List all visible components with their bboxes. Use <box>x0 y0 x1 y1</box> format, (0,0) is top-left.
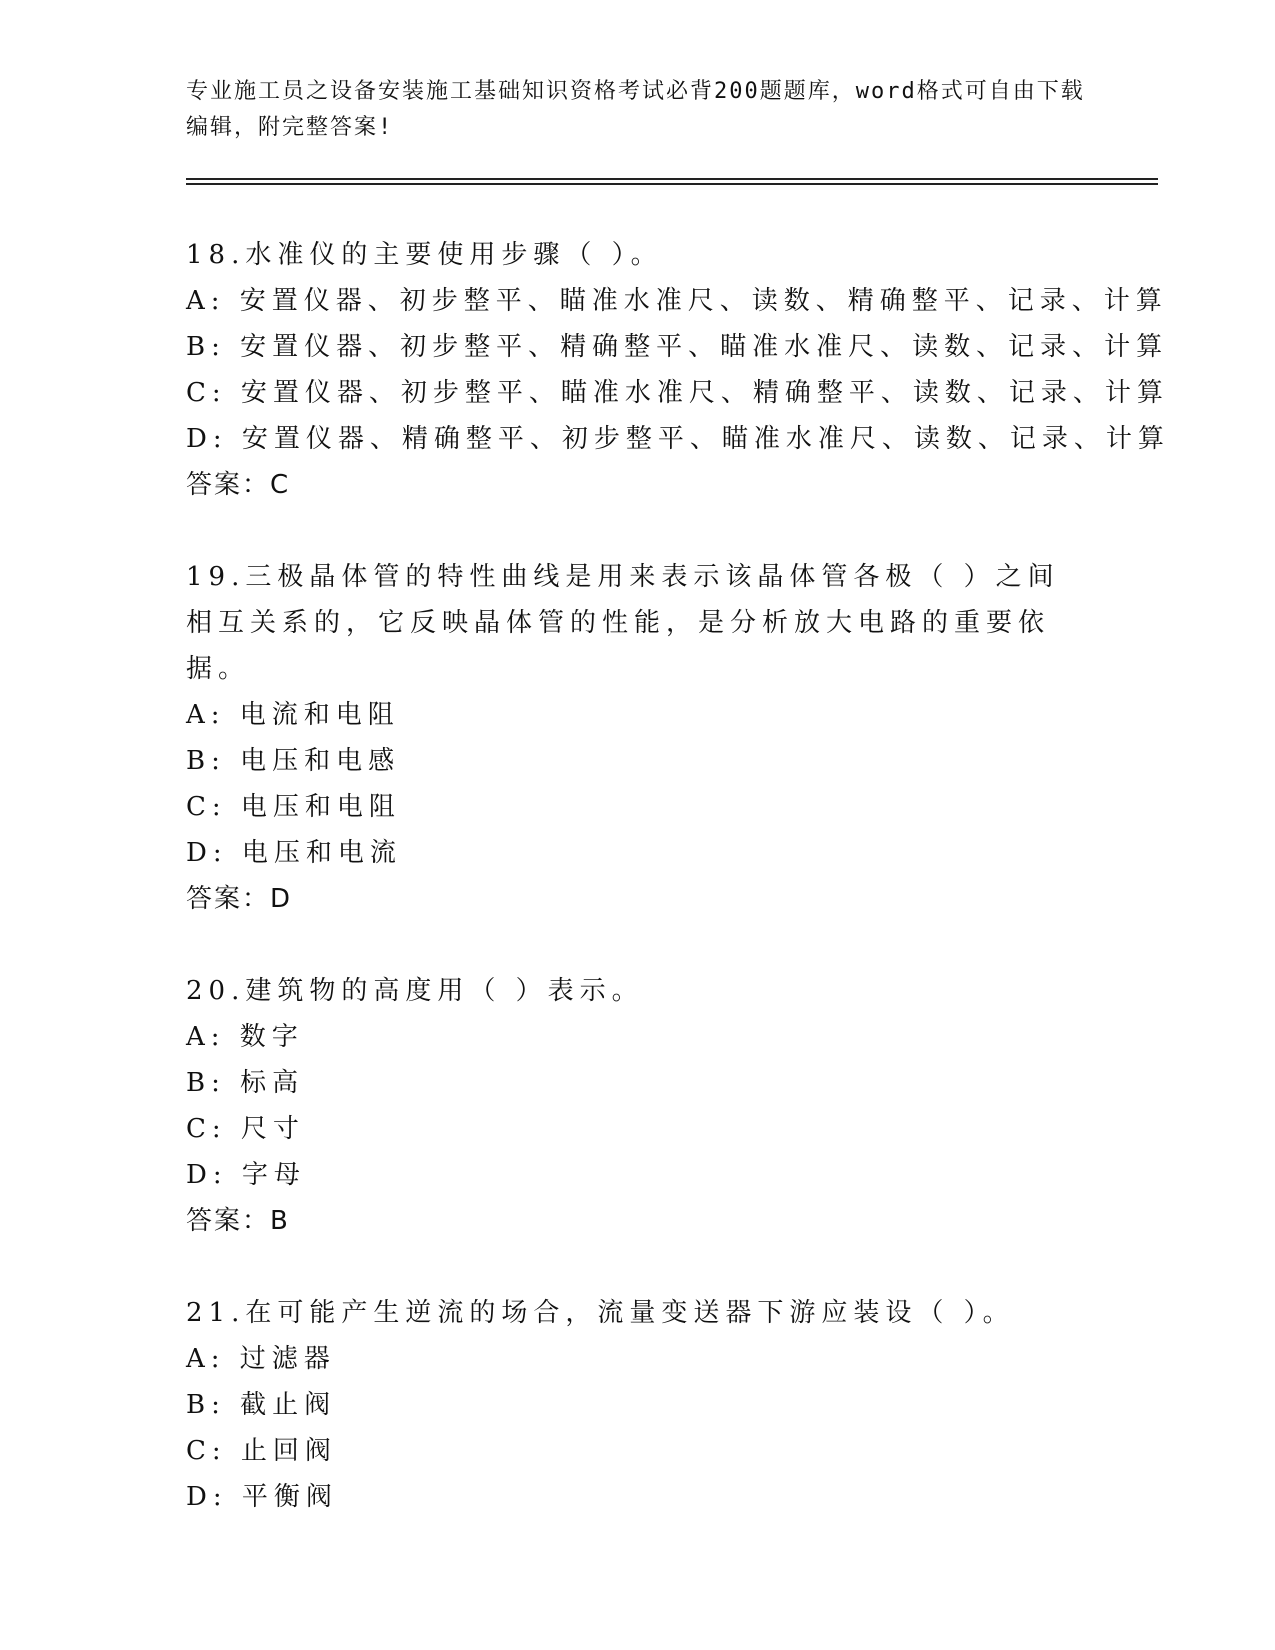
question-text: 19.三极晶体管的特性曲线是用来表示该晶体管各极（ ）之间相互关系的，它反映晶体管的性能，是分析放大电路的重要依据。 <box>186 562 1060 684</box>
option-d: D: 平衡阀 <box>186 1482 338 1512</box>
option-b: B: 标高 <box>186 1068 305 1098</box>
document-title: 专业施工员之设备安装施工基础知识资格考试必背200题题库，word格式可自由下载编辑，附完整答案! <box>186 79 1085 140</box>
question-21 <box>186 1290 1086 1520</box>
question-19 <box>186 554 1086 922</box>
answer-line: 答案：B <box>186 1206 290 1236</box>
header-divider-bottom <box>186 183 1158 185</box>
header-divider-top <box>186 178 1158 180</box>
option-d: D: 安置仪器、精确整平、初步整平、瞄准水准尺、读数、记录、计算 <box>186 424 1170 454</box>
option-d: D: 字母 <box>186 1160 306 1190</box>
answer-line: 答案：C <box>186 470 291 500</box>
answer-line: 答案：D <box>186 884 293 914</box>
option-a: A: 过滤器 <box>186 1344 336 1374</box>
option-c: C: 电压和电阻 <box>186 792 401 822</box>
option-b: B: 截止阀 <box>186 1390 337 1420</box>
question-text: 18.水准仪的主要使用步骤（ ）。 <box>186 240 663 270</box>
option-b: B: 电压和电感 <box>186 746 401 776</box>
option-c: C: 安置仪器、初步整平、瞄准水准尺、精确整平、读数、记录、计算 <box>186 378 1169 408</box>
option-b: B: 安置仪器、初步整平、精确整平、瞄准水准尺、读数、记录、计算 <box>186 332 1169 362</box>
question-20 <box>186 968 1086 1244</box>
question-18 <box>186 232 1170 508</box>
option-a: A: 安置仪器、初步整平、瞄准水准尺、读数、精确整平、记录、计算 <box>186 286 1168 316</box>
question-list <box>186 232 1170 1566</box>
option-c: C: 止回阀 <box>186 1436 337 1466</box>
option-a: A: 数字 <box>186 1022 304 1052</box>
option-d: D: 电压和电流 <box>186 838 402 868</box>
document-page <box>186 0 1170 1650</box>
option-c: C: 尺寸 <box>186 1114 305 1144</box>
question-text: 20.建筑物的高度用（ ）表示。 <box>186 976 644 1006</box>
option-a: A: 电流和电阻 <box>186 700 400 730</box>
question-text: 21.在可能产生逆流的场合，流量变送器下游应装设（ ）。 <box>186 1298 1015 1328</box>
